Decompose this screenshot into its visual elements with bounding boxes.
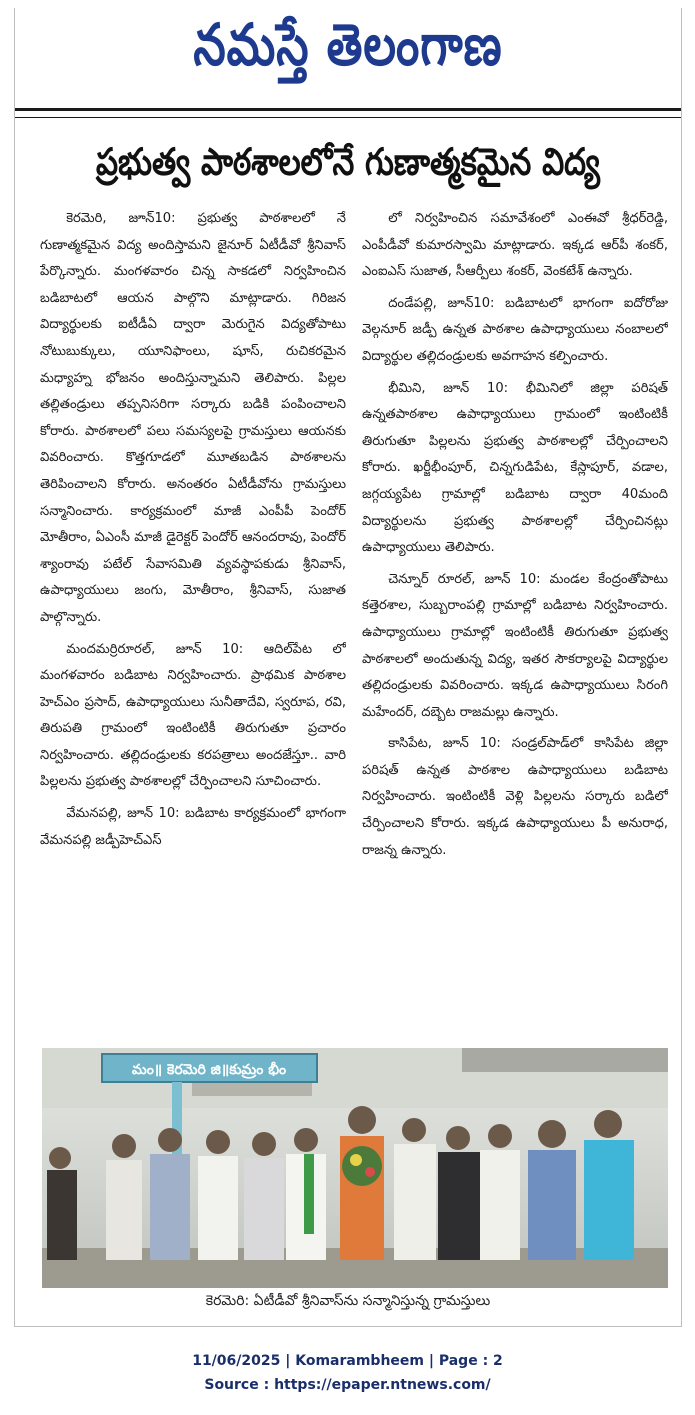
- masthead-title: నమస్తే తెలంగాణ: [193, 10, 503, 79]
- article-headline: ప్రభుత్వ పాఠశాలలోనే గుణాత్మకమైన విద్య: [95, 140, 601, 184]
- article-paragraph: మందమర్రిరూరల్, జూన్ 10: ఆదిల్‌పేట లో మంగళవారం బడిబాట నిర్వహించారు. ప్రాథమిక పాఠశాల హెచ్ఎం ప్రసాద్, ఉపాధ్యాయులు సునీతాదేవి, స్వరూప, రవి, తిరుపతి గ్రామంలో ఇంటింటికీ తిరుగుతూ ప్రచారం నిర్వహించారు. తల్లిదండ్రులకు కరపత్రాలు అందజేస్తూ.. వారి పిల్లలను ప్రభుత్వ పాఠశాలల్లో చేర్పించాలని సూచించారు.: [40, 641, 346, 790]
- masthead-divider: [14, 108, 682, 118]
- article-paragraph: లో నిర్వహించిన సమావేశంలో ఎంఈవో శ్రీధర్‌రెడ్డి, ఎంపీడీవో కుమారస్వామి మాట్లాడారు. ఇక్కడ ఆర్‌పీ శంకర్, ఎంఐఎస్ సుజాత, సీఆర్పీలు శంకర్, వెంకటేశ్ ఉన్నారు.: [362, 211, 668, 280]
- article-paragraph: కెరమెరి, జూన్10: ప్రభుత్వ పాఠశాలలో నే గుణాత్మకమైన విద్య అందిస్తామని జైనూర్ ఏటీడీవో శ్రీనివాస్ పేర్కొన్నారు. మంగళవారం చిన్న సాకడలో నిర్వహించిన బడిబాటలో ఆయన పాల్గొని మాట్లాడారు. గిరిజన విద్యార్థులకు ఐటీడీఏ ద్వారా మెరుగైన విద్యతోపాటు నోటుబుక్కులు, యూనిఫాంలు, షూస్, రుచికరమైన మధ్యాహ్న భోజనం అందిస్తున్నామని తెలిపారు. పిల్లల తల్లితండ్రులు తప్పనిసరిగా సర్కారు బడికి పంపించాలని కోరారు. పాఠశాలలో పలు సమస్యలపై గ్రామస్తులు ఆయనకు వివరించారు. కొత్తగూడలో మూతబడిన పాఠశాలను తెరిపించాలని కోరారు. అనంతరం ఏటీడీవోను గ్రామస్తులు సన్మానించారు. కార్యక్రమంలో మాజీ ఎంపీపీ పెందోర్ మోతీరాం, ఏఎంసీ మాజీ డైరెక్టర్ పెందోర్ ఆనందరావు, పెందోర్ శ్యాంరావు పటేల్ సేవాసమితి వ్యవస్థాపకుడు శ్రీనివాస్, ఉపాధ్యాయులు జంగు, మోతీరాం, శ్రీనివాస్, సుజాత పాల్గొన్నారు.: [40, 211, 346, 625]
- article-paragraph: భీమిని, జూన్ 10: భీమినిలో జిల్లా పరిషత్ ఉన్నతపాఠశాల ఉపాధ్యాయులు గ్రామంలో ఇంటింటికీ తిరుగుతూ పిల్లలను ప్రభుత్వ పాఠశాలల్లో చేర్పించాలని కోరారు. ఖర్జీభీంపూర్, చిన్నగుడిపేట, కేస్లాపూర్, వడాల, జగ్గయ్యపేట గ్రామాల్లో బడిబాట ద్వారా 40మంది విద్యార్థులను ప్రభుత్వ పాఠశాలల్లో చేర్పించినట్లు ఉపాధ్యాయులు తెలిపారు.: [362, 380, 668, 556]
- photo-caption: కెరమెరి: ఏటీడీవో శ్రీనివాస్‌ను సన్మానిస్తున్న గ్రామస్తులు: [205, 1293, 491, 1309]
- masthead: [14, 8, 682, 96]
- newspaper-clipping: [14, 8, 682, 1330]
- article-column-right: [362, 206, 668, 1046]
- article-paragraph: దండేపల్లి, జూన్10: బడిబాటలో భాగంగా ఐదోరోజు వెల్గనూర్ జడ్పీ ఉన్నత పాఠశాల ఉపాధ్యాయులు నంబాలలో విద్యార్థుల తల్లిదండ్రులకు అవగాహన కల్పించారు.: [362, 295, 668, 364]
- photo-illustration: [42, 1048, 668, 1288]
- article-column-left: [40, 206, 346, 1046]
- footer-source: Source : https://epaper.ntnews.com/: [204, 1377, 491, 1393]
- article-body: [40, 206, 668, 1046]
- article-paragraph: కాసిపేట, జూన్ 10: సండ్రల్‌పాడ్‌లో కాసిపేట జిల్లా పరిషత్ ఉన్నత పాఠశాల ఉపాధ్యాయులు బడిబాట నిర్వహించారు. ఇంటింటికీ వెళ్లి పిల్లలను సర్కారు బడిలో చేర్పించాలని కోరారు. ఇక్కడ ఉపాధ్యాయులు పీ అనురాధ, రాజన్న ఉన్నారు.: [362, 736, 668, 858]
- photo-sign-text: మం॥ కెరమెరి జి॥కుమ్రం భీం: [131, 1062, 287, 1078]
- article-paragraph: చెన్నూర్ రూరల్, జూన్ 10: మండల కేంద్రంతోపాటు కత్తెరశాల, సుబ్బరాంపల్లి గ్రామాల్లో బడిబాట నిర్వహించారు. ఉపాధ్యాయులు గ్రామాల్లో ఇంటింటికీ తిరుగుతూ ప్రభుత్వ పాఠశాలలో అందుతున్న విద్య, ఇతర సౌకర్యాలపై విద్యార్థుల తల్లిదండ్రులకు వివరించారు. ఇక్కడ ఉపాధ్యాయులు సిరంగి మహేందర్, దబ్బెట రాజమల్లు ఉన్నారు.: [362, 571, 668, 720]
- footer-edition-info: 11/06/2025 | Komarambheem | Page : 2: [192, 1353, 503, 1369]
- article-photo: [42, 1048, 668, 1288]
- article-paragraph: వేమనపల్లి, జూన్ 10: బడిబాట కార్యక్రమంలో భాగంగా వేమనపల్లి జడ్పీహెచ్ఎస్: [40, 806, 346, 848]
